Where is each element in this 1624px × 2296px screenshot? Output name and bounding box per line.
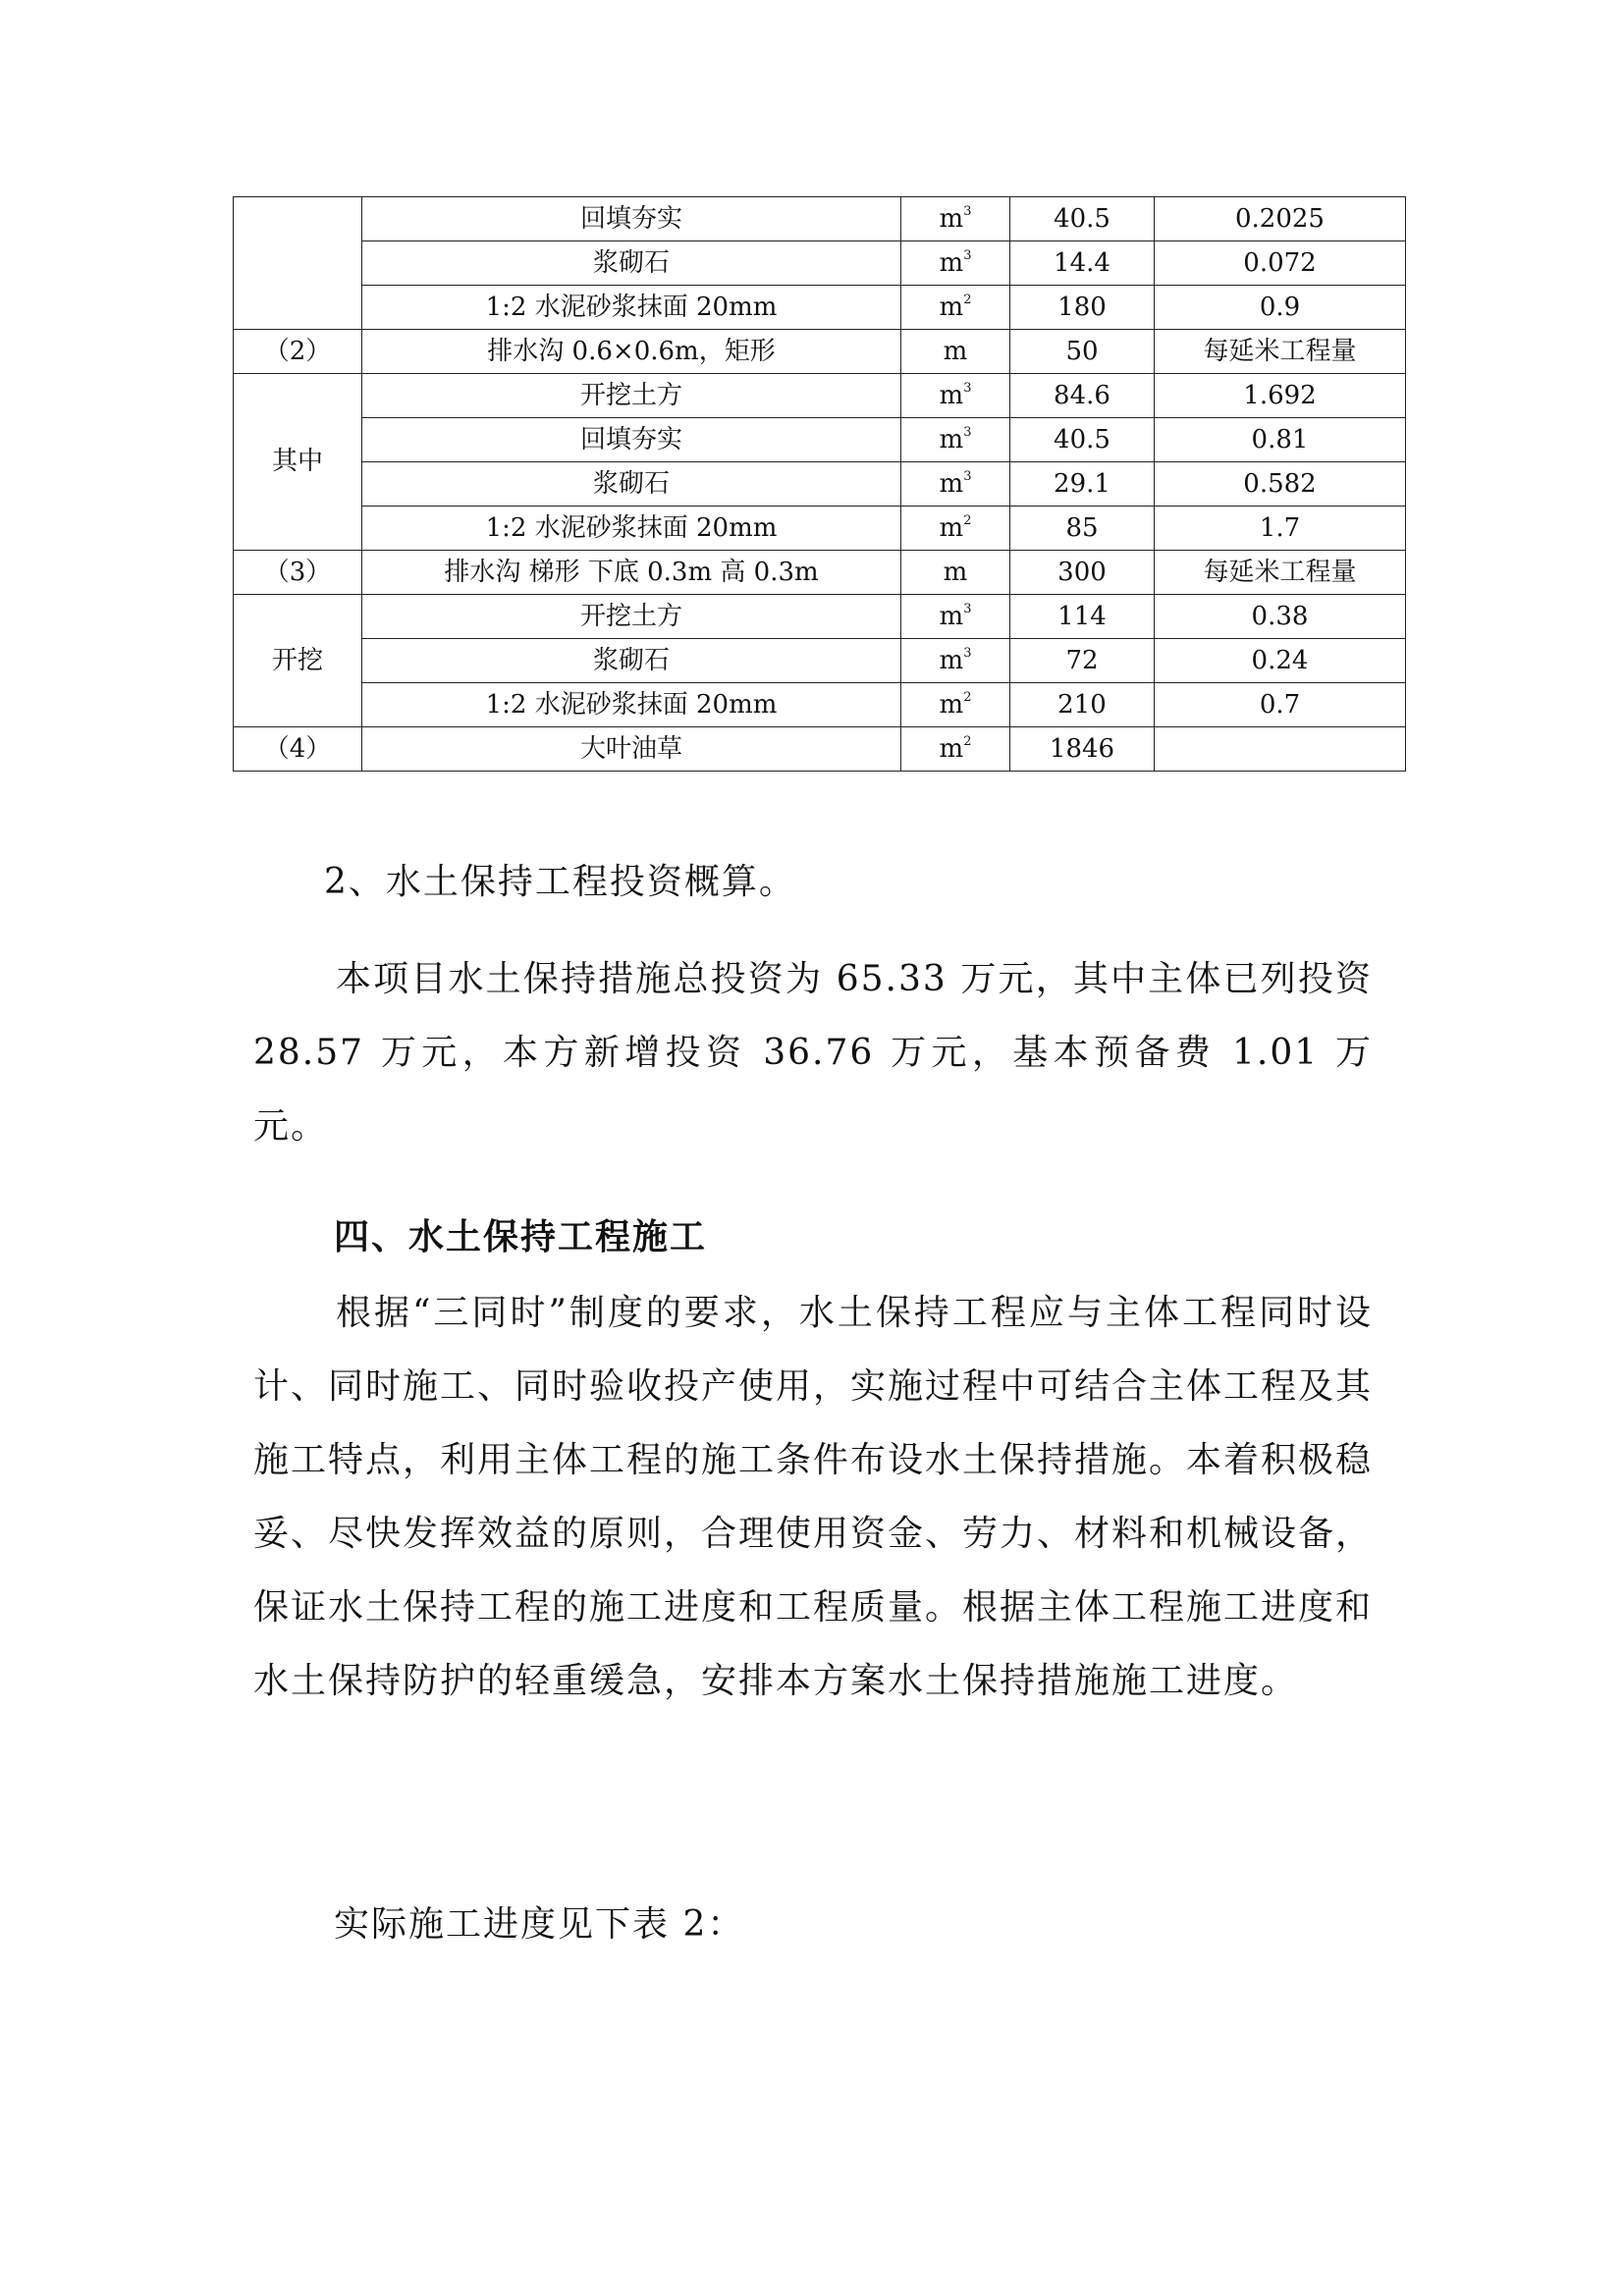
item-cell: 排水沟 梯形 下底 0.3m 高 0.3m bbox=[362, 551, 901, 595]
group-cell: （4） bbox=[234, 727, 362, 772]
item-cell: 开挖土方 bbox=[362, 595, 901, 639]
quantity-cell: 85 bbox=[1010, 507, 1155, 551]
quantity-cell: 14.4 bbox=[1010, 241, 1155, 286]
item-cell: 浆砌石 bbox=[362, 639, 901, 683]
table-row bbox=[234, 551, 1406, 595]
quantity-cell: 1846 bbox=[1010, 727, 1155, 772]
group-cell: 其中 bbox=[234, 374, 362, 551]
quantity-cell: 50 bbox=[1010, 330, 1155, 374]
item-cell: 1:2 水泥砂浆抹面 20mm bbox=[362, 683, 901, 727]
table-row bbox=[234, 507, 1406, 551]
note-cell: 1.692 bbox=[1155, 374, 1406, 418]
quantity-cell: 40.5 bbox=[1010, 197, 1155, 241]
note-cell bbox=[1155, 727, 1406, 772]
quantity-cell: 180 bbox=[1010, 286, 1155, 330]
item-cell: 排水沟 0.6×0.6m，矩形 bbox=[362, 330, 901, 374]
item-cell: 浆砌石 bbox=[362, 462, 901, 507]
table-reference: 实际施工进度见下表 2： bbox=[334, 1904, 745, 1945]
note-cell: 0.072 bbox=[1155, 241, 1406, 286]
unit-cell: $m^3$ bbox=[901, 374, 1010, 418]
item-cell: 开挖土方 bbox=[362, 374, 901, 418]
unit-cell: $m^3$ bbox=[901, 197, 1010, 241]
note-cell: 0.2025 bbox=[1155, 197, 1406, 241]
table-row bbox=[234, 241, 1406, 286]
quantity-cell: 300 bbox=[1010, 551, 1155, 595]
note-cell: 1.7 bbox=[1155, 507, 1406, 551]
table-row bbox=[234, 683, 1406, 727]
quantity-cell: 72 bbox=[1010, 639, 1155, 683]
construction-section bbox=[253, 1276, 1373, 1718]
unit-cell: $m^3$ bbox=[901, 462, 1010, 507]
investment-heading: 2、水土保持工程投资概算。 bbox=[324, 862, 796, 902]
unit-cell: m bbox=[901, 330, 1010, 374]
unit-cell: $m^3$ bbox=[901, 418, 1010, 462]
construction-paragraph: 根据“三同时”制度的要求，水土保持工程应与主体工程同时设计、同时施工、同时验收投产使用，实施过程中可结合主体工程及其施工特点，利用主体工程的施工条件布设水土保持措施。本着积极稳妥、尽快发挥效益的原则，合理使用资金、劳力、材料和机械设备，保证水土保持工程的施工进度和工程质量。根据主体工程施工进度和水土保持防护的轻重缓急，安排本方案水土保持措施施工进度。 bbox=[253, 1293, 1374, 1701]
investment-paragraph: 本项目水土保持措施总投资为 65.33 万元，其中主体已列投资 28.57 万元，本方新增投资 36.76 万元，基本预备费 1.01 万元。 bbox=[253, 959, 1373, 1147]
item-cell: 回填夯实 bbox=[362, 418, 901, 462]
group-cell: 开挖 bbox=[234, 595, 362, 727]
unit-cell: m bbox=[901, 551, 1010, 595]
note-cell: 0.24 bbox=[1155, 639, 1406, 683]
group-cell: （3） bbox=[234, 551, 362, 595]
note-cell: 0.582 bbox=[1155, 462, 1406, 507]
note-cell: 0.81 bbox=[1155, 418, 1406, 462]
table-row bbox=[234, 374, 1406, 418]
note-cell: 每延米工程量 bbox=[1155, 551, 1406, 595]
unit-cell: $m^3$ bbox=[901, 639, 1010, 683]
item-cell: 1:2 水泥砂浆抹面 20mm bbox=[362, 507, 901, 551]
item-cell: 大叶油草 bbox=[362, 727, 901, 772]
quantity-cell: 29.1 bbox=[1010, 462, 1155, 507]
note-cell: 0.9 bbox=[1155, 286, 1406, 330]
table-row bbox=[234, 595, 1406, 639]
unit-cell: $m^2$ bbox=[901, 683, 1010, 727]
table-row bbox=[234, 639, 1406, 683]
note-cell: 0.38 bbox=[1155, 595, 1406, 639]
unit-cell: $m^2$ bbox=[901, 286, 1010, 330]
table-row bbox=[234, 330, 1406, 374]
table-row bbox=[234, 418, 1406, 462]
table-row bbox=[234, 286, 1406, 330]
note-cell: 每延米工程量 bbox=[1155, 330, 1406, 374]
quantity-cell: 210 bbox=[1010, 683, 1155, 727]
unit-cell: $m^3$ bbox=[901, 595, 1010, 639]
note-cell: 0.7 bbox=[1155, 683, 1406, 727]
unit-cell: $m^2$ bbox=[901, 507, 1010, 551]
item-cell: 1:2 水泥砂浆抹面 20mm bbox=[362, 286, 901, 330]
unit-cell: $m^3$ bbox=[901, 241, 1010, 286]
group-cell: （2） bbox=[234, 330, 362, 374]
quantity-cell: 84.6 bbox=[1010, 374, 1155, 418]
quantity-cell: 40.5 bbox=[1010, 418, 1155, 462]
investment-section bbox=[253, 942, 1373, 1163]
construction-heading: 四、水土保持工程施工 bbox=[334, 1216, 708, 1257]
quantity-table bbox=[233, 196, 1406, 772]
unit-cell: $m^2$ bbox=[901, 727, 1010, 772]
group-cell bbox=[234, 197, 362, 330]
item-cell: 浆砌石 bbox=[362, 241, 901, 286]
quantity-cell: 114 bbox=[1010, 595, 1155, 639]
table-row bbox=[234, 462, 1406, 507]
table-row bbox=[234, 727, 1406, 772]
table-row bbox=[234, 197, 1406, 241]
item-cell: 回填夯实 bbox=[362, 197, 901, 241]
